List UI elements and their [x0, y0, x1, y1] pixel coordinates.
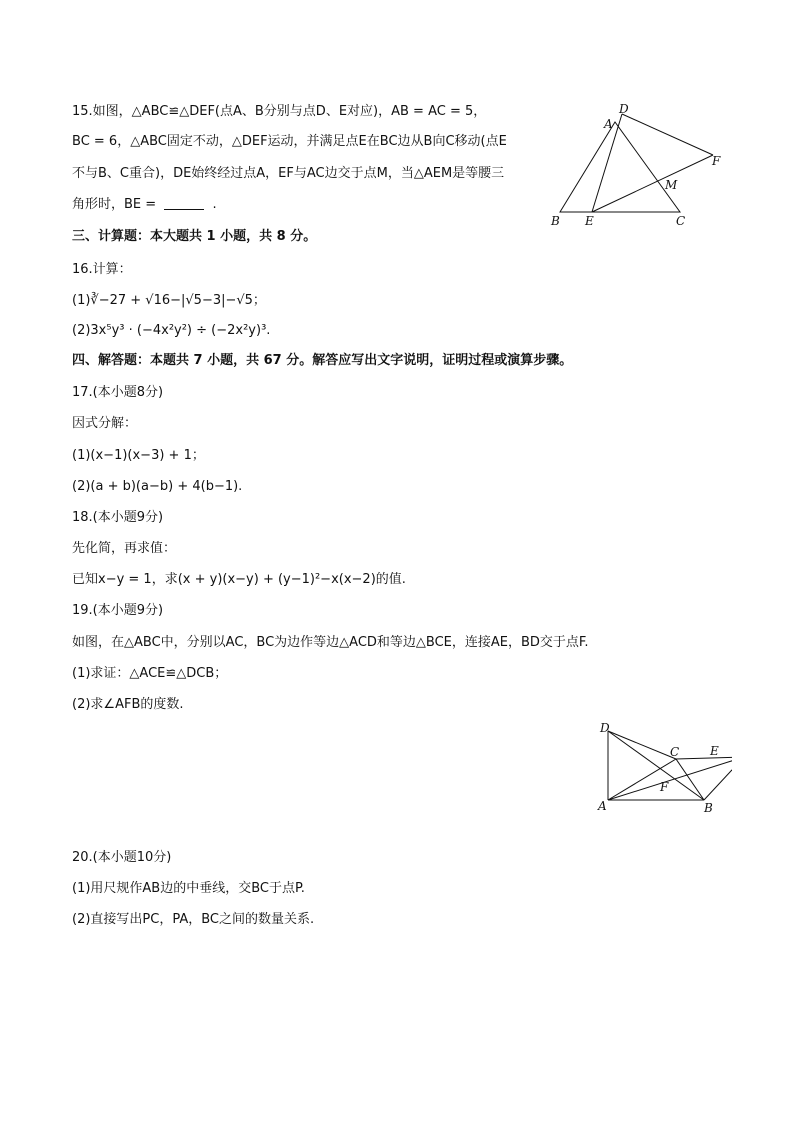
- q15-figure-lines: [560, 114, 713, 212]
- q18-instruction: 先化简，再求值：: [72, 541, 177, 556]
- segment-cb: [676, 759, 704, 800]
- label-a: A: [598, 799, 607, 813]
- label-b: B: [704, 801, 713, 815]
- label-d: D: [619, 102, 629, 116]
- label-f: F: [660, 780, 669, 794]
- q15-line-2: BC = 6，△ABC固定不动，△DEF运动，并满足点E在BC边从B向C移动(点E: [72, 134, 507, 149]
- label-e: E: [585, 214, 594, 228]
- q20-item-2: (2)直接写出PC，PA，BC之间的数量关系.: [72, 912, 315, 927]
- segment-ef: [592, 155, 713, 212]
- segment-eb: [704, 757, 732, 800]
- section-4-heading: 四、解答题：本题共 7 小题，共 67 分。解答应写出文字说明，证明过程或演算步骤。: [72, 353, 573, 368]
- q20-item-1: (1)用尺规作AB边的中垂线，交BC于点P.: [72, 881, 305, 896]
- label-f: F: [712, 154, 721, 168]
- q19-item-2: (2)求∠AFB的度数.: [72, 697, 184, 712]
- q20-title: 20.(本小题10分): [72, 850, 172, 865]
- segment-df: [622, 114, 713, 155]
- q18-title: 18.(本小题9分): [72, 510, 164, 525]
- q15-line-3: 不与B、C重合)，DE始终经过点A，EF与AC边交于点M，当△AEM是等腰三: [72, 166, 505, 181]
- label-c: C: [670, 745, 680, 759]
- label-d: D: [600, 721, 610, 735]
- q19-item-1: (1)求证：△ACE≌△DCB；: [72, 666, 228, 681]
- q15-line-4: [72, 197, 217, 213]
- label-b: B: [551, 214, 560, 228]
- segment-dc: [608, 731, 676, 759]
- label-a: A: [604, 117, 613, 131]
- answer-blank: [164, 197, 204, 210]
- q19-figure-lines: [608, 731, 732, 800]
- label-e: E: [710, 744, 719, 758]
- q15-line-1: 15.如图，△ABC≌△DEF(点A、B分别与点D、E对应)，AB = AC = 5，: [72, 104, 487, 119]
- q15-period: .: [212, 197, 217, 212]
- q16-item-1: (1)∛−27 + √16−|√5−3|−√5；: [72, 293, 266, 308]
- q19-title: 19.(本小题9分): [72, 603, 164, 618]
- q19-body: 如图，在△ABC中，分别以AC，BC为边作等边△ACD和等边△BCE，连接AE，BD交于点F.: [72, 635, 589, 650]
- section-3-heading: 三、计算题：本大题共 1 小题，共 8 分。: [72, 229, 317, 244]
- segment-ae: [608, 757, 732, 800]
- q16-title: 16.计算：: [72, 262, 132, 277]
- q17-item-2: (2)(a + b)(a−b) + 4(b−1).: [72, 479, 243, 494]
- q19-figure: [592, 718, 732, 818]
- segment-ce: [676, 757, 732, 759]
- segment-db: [608, 731, 704, 800]
- label-c: C: [676, 214, 686, 228]
- q15-triangle-figure: [545, 98, 730, 230]
- q18-body: 已知x−y = 1，求(x + y)(x−y) + (y−1)²−x(x−2)的值.: [72, 572, 406, 587]
- q17-title: 17.(本小题8分): [72, 385, 164, 400]
- q16-item-2: (2)3x⁵y³ · (−4x²y²) ÷ (−2x²y)³.: [72, 323, 271, 338]
- q17-item-1: (1)(x−1)(x−3) + 1；: [72, 448, 205, 463]
- q15-answer-prompt: 角形时，BE =: [72, 197, 157, 212]
- q17-instruction: 因式分解：: [72, 416, 138, 431]
- label-m: M: [665, 178, 678, 192]
